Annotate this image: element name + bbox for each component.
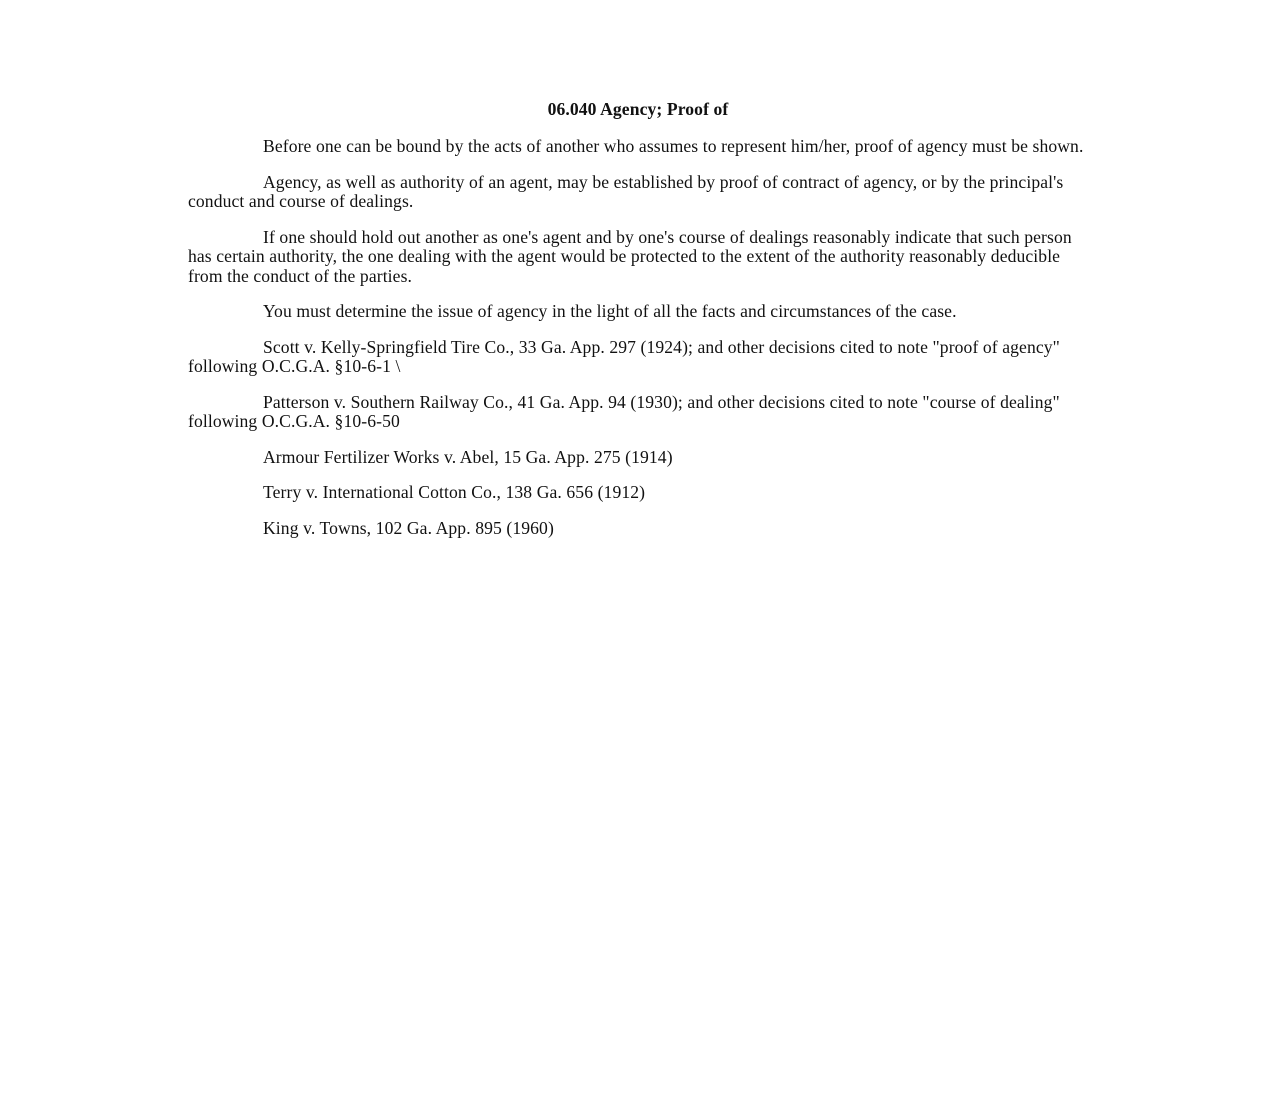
paragraph-proof-requirement: Before one can be bound by the acts of another who assumes to represent him/her, proof of agency must be shown. <box>263 136 1084 156</box>
paragraph-agency-authority: Agency, as well as authority of an agent, may be established by proof of contract of agency, or by the principal's conduct and course of dealings. <box>188 171 1064 211</box>
citation-patterson: Patterson v. Southern Railway Co., 41 Ga. App. 94 (1930); and other decisions cited to note "course of dealing" following O.C.G.A. §10-6-50 <box>188 391 1060 431</box>
citation-armour: Armour Fertilizer Works v. Abel, 15 Ga. App. 275 (1914) <box>263 446 673 467</box>
document-page <box>188 97 1088 554</box>
citation-scott: Scott v. Kelly-Springfield Tire Co., 33 Ga. App. 297 (1924); and other decisions cited to note "proof of agency" following O.C.G.A. §10-6-1 \ <box>188 336 1060 376</box>
paragraph-determine-issue: You must determine the issue of agency in the light of all the facts and circumstances of the case. <box>263 301 957 321</box>
paragraph-holding-out: If one should hold out another as one's agent and by one's course of dealings reasonably indicate that such person has certain authority, the one dealing with the agent would be protected to the extent of the authority reasonably deducible from the conduct of the parties. <box>188 226 1072 286</box>
citation-king: King v. Towns, 102 Ga. App. 895 (1960) <box>263 517 554 538</box>
document-title: 06.040 Agency; Proof of <box>547 99 729 119</box>
citation-terry: Terry v. International Cotton Co., 138 Ga. 656 (1912) <box>263 482 646 502</box>
